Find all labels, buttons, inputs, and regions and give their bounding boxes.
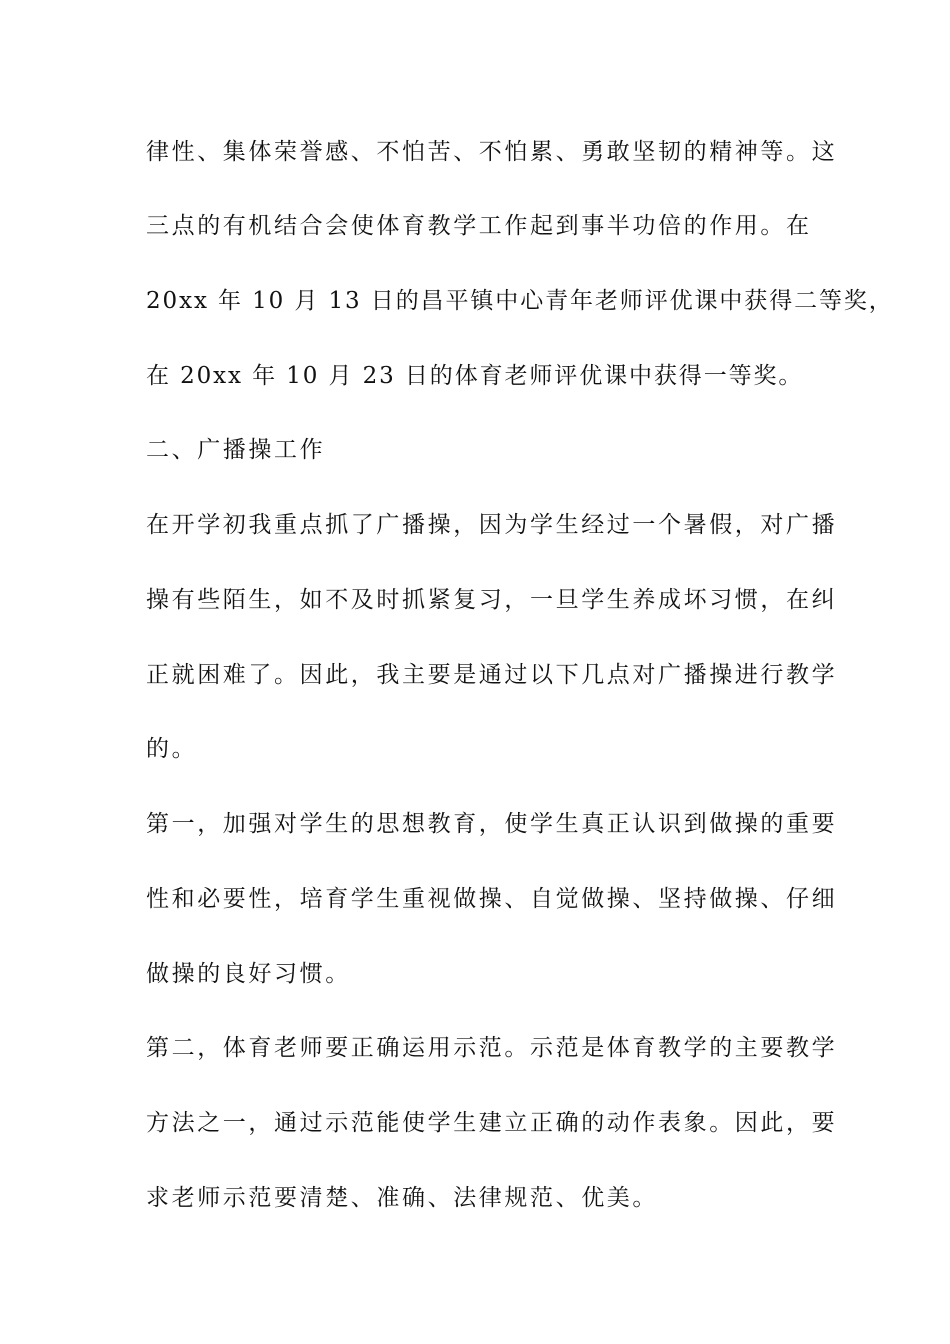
paragraph-line: 第二，体育老师要正确运用示范。示范是体育教学的主要教学 [146,1035,838,1061]
paragraph-line: 在开学初我重点抓了广播操，因为学生经过一个暑假，对广播 [146,512,838,538]
paragraph-line: 正就困难了。因此，我主要是通过以下几点对广播操进行教学 [146,662,838,688]
paragraph-line: 三点的有机结合会使体育教学工作起到事半功倍的作用。在 [146,213,812,239]
paragraph-line: 性和必要性，培育学生重视做操、自觉做操、坚持做操、仔细 [146,886,838,912]
paragraph-line: 方法之一，通过示范能使学生建立正确的动作表象。因此，要 [146,1110,838,1136]
paragraph-line: 20xx 年 10 月 13 日的昌平镇中心青年老师评优课中获得二等奖， [146,288,894,314]
paragraph-line: 律性、集体荣誉感、不怕苦、不怕累、勇敢坚韧的精神等。这 [146,139,838,165]
paragraph-line: 求老师示范要清楚、准确、法律规范、优美。 [146,1185,658,1211]
paragraph-line: 操有些陌生，如不及时抓紧复习，一旦学生养成坏习惯，在纠 [146,587,838,613]
paragraph-line: 第一，加强对学生的思想教育，使学生真正认识到做操的重要 [146,811,838,837]
section-heading: 二、广播操工作 [146,437,326,463]
paragraph-line: 做操的良好习惯。 [146,961,351,987]
paragraph-line: 的。 [146,736,198,762]
paragraph-line: 在 20xx 年 10 月 23 日的体育老师评优课中获得一等奖。 [146,363,804,389]
